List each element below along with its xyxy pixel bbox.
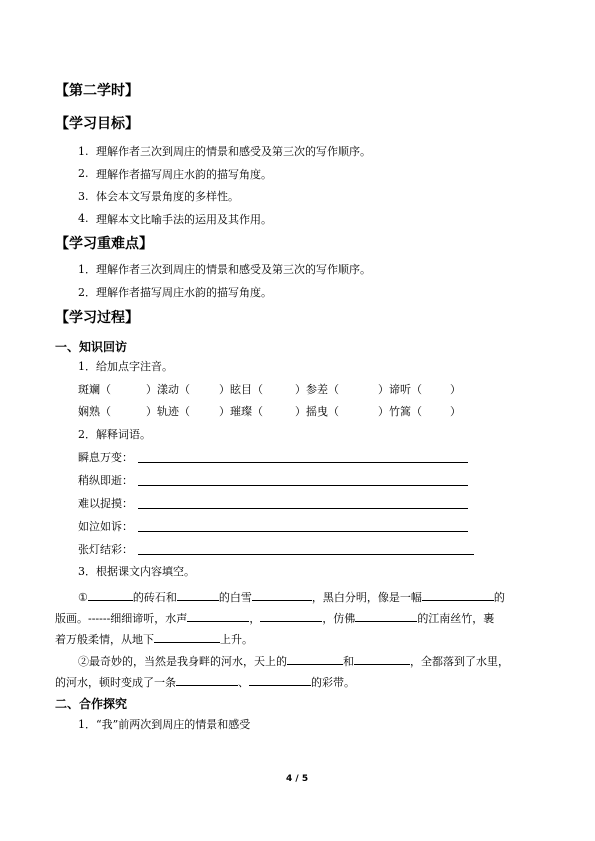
term-label: 稍纵即逝： — [78, 474, 133, 487]
fill-blank[interactable] — [176, 673, 238, 686]
fill-blank[interactable] — [88, 588, 133, 601]
fill-blank[interactable] — [252, 588, 312, 601]
term-label: 瞬息万变： — [78, 451, 133, 464]
question-4: 1．“我”前两次到周庄的情景和感受 — [78, 718, 251, 731]
list-item: 2. 理解作者描写周庄水韵的描写角度。 — [78, 167, 272, 181]
page-number: 4 / 5 — [286, 774, 309, 784]
question-3: 3．根据课文内容填空。 — [78, 565, 195, 578]
fill-blank[interactable] — [354, 652, 410, 665]
fill-blank[interactable] — [260, 609, 322, 622]
term-label: 张灯结彩： — [78, 543, 133, 556]
answer-line[interactable] — [138, 485, 468, 486]
answer-line[interactable] — [138, 531, 468, 532]
fill-blank[interactable] — [249, 673, 311, 686]
heading-process: 【学习过程】 — [55, 310, 139, 326]
fill-blank[interactable] — [187, 609, 249, 622]
heading-goals: 【学习目标】 — [55, 116, 139, 132]
fill-paragraph-1-line-3: 着万般柔情，从地下 上升。 — [55, 630, 253, 647]
fill-blank[interactable] — [177, 588, 219, 601]
list-item: 4. 理解本文比喻手法的运用及其作用。 — [78, 212, 272, 226]
term-label: 难以捉摸： — [78, 497, 133, 510]
list-item: 2． 理解作者描写周庄水韵的描写角度。 — [78, 285, 272, 299]
pinyin-row-2: 娴熟（ ）轨迹（ ）璀璨（ ）摇曳（ ）竹篙（ ） — [78, 405, 461, 418]
term-label: 如泣如诉： — [78, 520, 133, 533]
goals-list — [78, 140, 371, 230]
list-item: 1. 理解作者三次到周庄的情景和感受及第三次的写作顺序。 — [78, 144, 371, 159]
fill-blank[interactable] — [154, 630, 220, 643]
fill-blank[interactable] — [287, 652, 343, 665]
fill-paragraph-1-line-1: ① 的砖石和 的白雪 ，黑白分明，像是一幅 的 — [78, 588, 505, 605]
pinyin-row-1: 斑斓（ ）漾动（ ）眩目（ ）参差（ ）谛听（ ） — [78, 383, 461, 396]
fill-blank[interactable] — [422, 588, 494, 601]
section-knowledge-review: 一、知识回访 — [55, 340, 128, 354]
answer-line[interactable] — [138, 508, 468, 509]
heading-key-points: 【学习重难点】 — [55, 236, 153, 252]
question-1: 1．给加点字注音。 — [78, 360, 173, 373]
fill-blank[interactable] — [355, 609, 417, 622]
fill-paragraph-2-line-1: ②最奇妙的，当然是我身畔的河水，天上的 和 ，全都落到了水里， — [78, 652, 509, 669]
fill-paragraph-2-line-2: 的河水，顿时变成了一条 、 的彩带。 — [55, 673, 355, 690]
list-item: 1． 理解作者三次到周庄的情景和感受及第三次的写作顺序。 — [78, 263, 371, 277]
answer-line[interactable] — [138, 462, 468, 463]
question-2: 2．解释词语。 — [78, 428, 151, 441]
key-points-list — [78, 258, 371, 303]
heading-period: 【第二学时】 — [55, 83, 139, 99]
answer-line[interactable] — [138, 554, 474, 555]
fill-paragraph-1-line-2: 版画。------细细谛听，水声 ， ，仿佛 的江南丝竹，裹 — [55, 609, 494, 626]
section-cooperative-inquiry: 二、合作探究 — [55, 697, 128, 711]
list-item: 3. 体会本文写景角度的多样性。 — [78, 189, 239, 204]
